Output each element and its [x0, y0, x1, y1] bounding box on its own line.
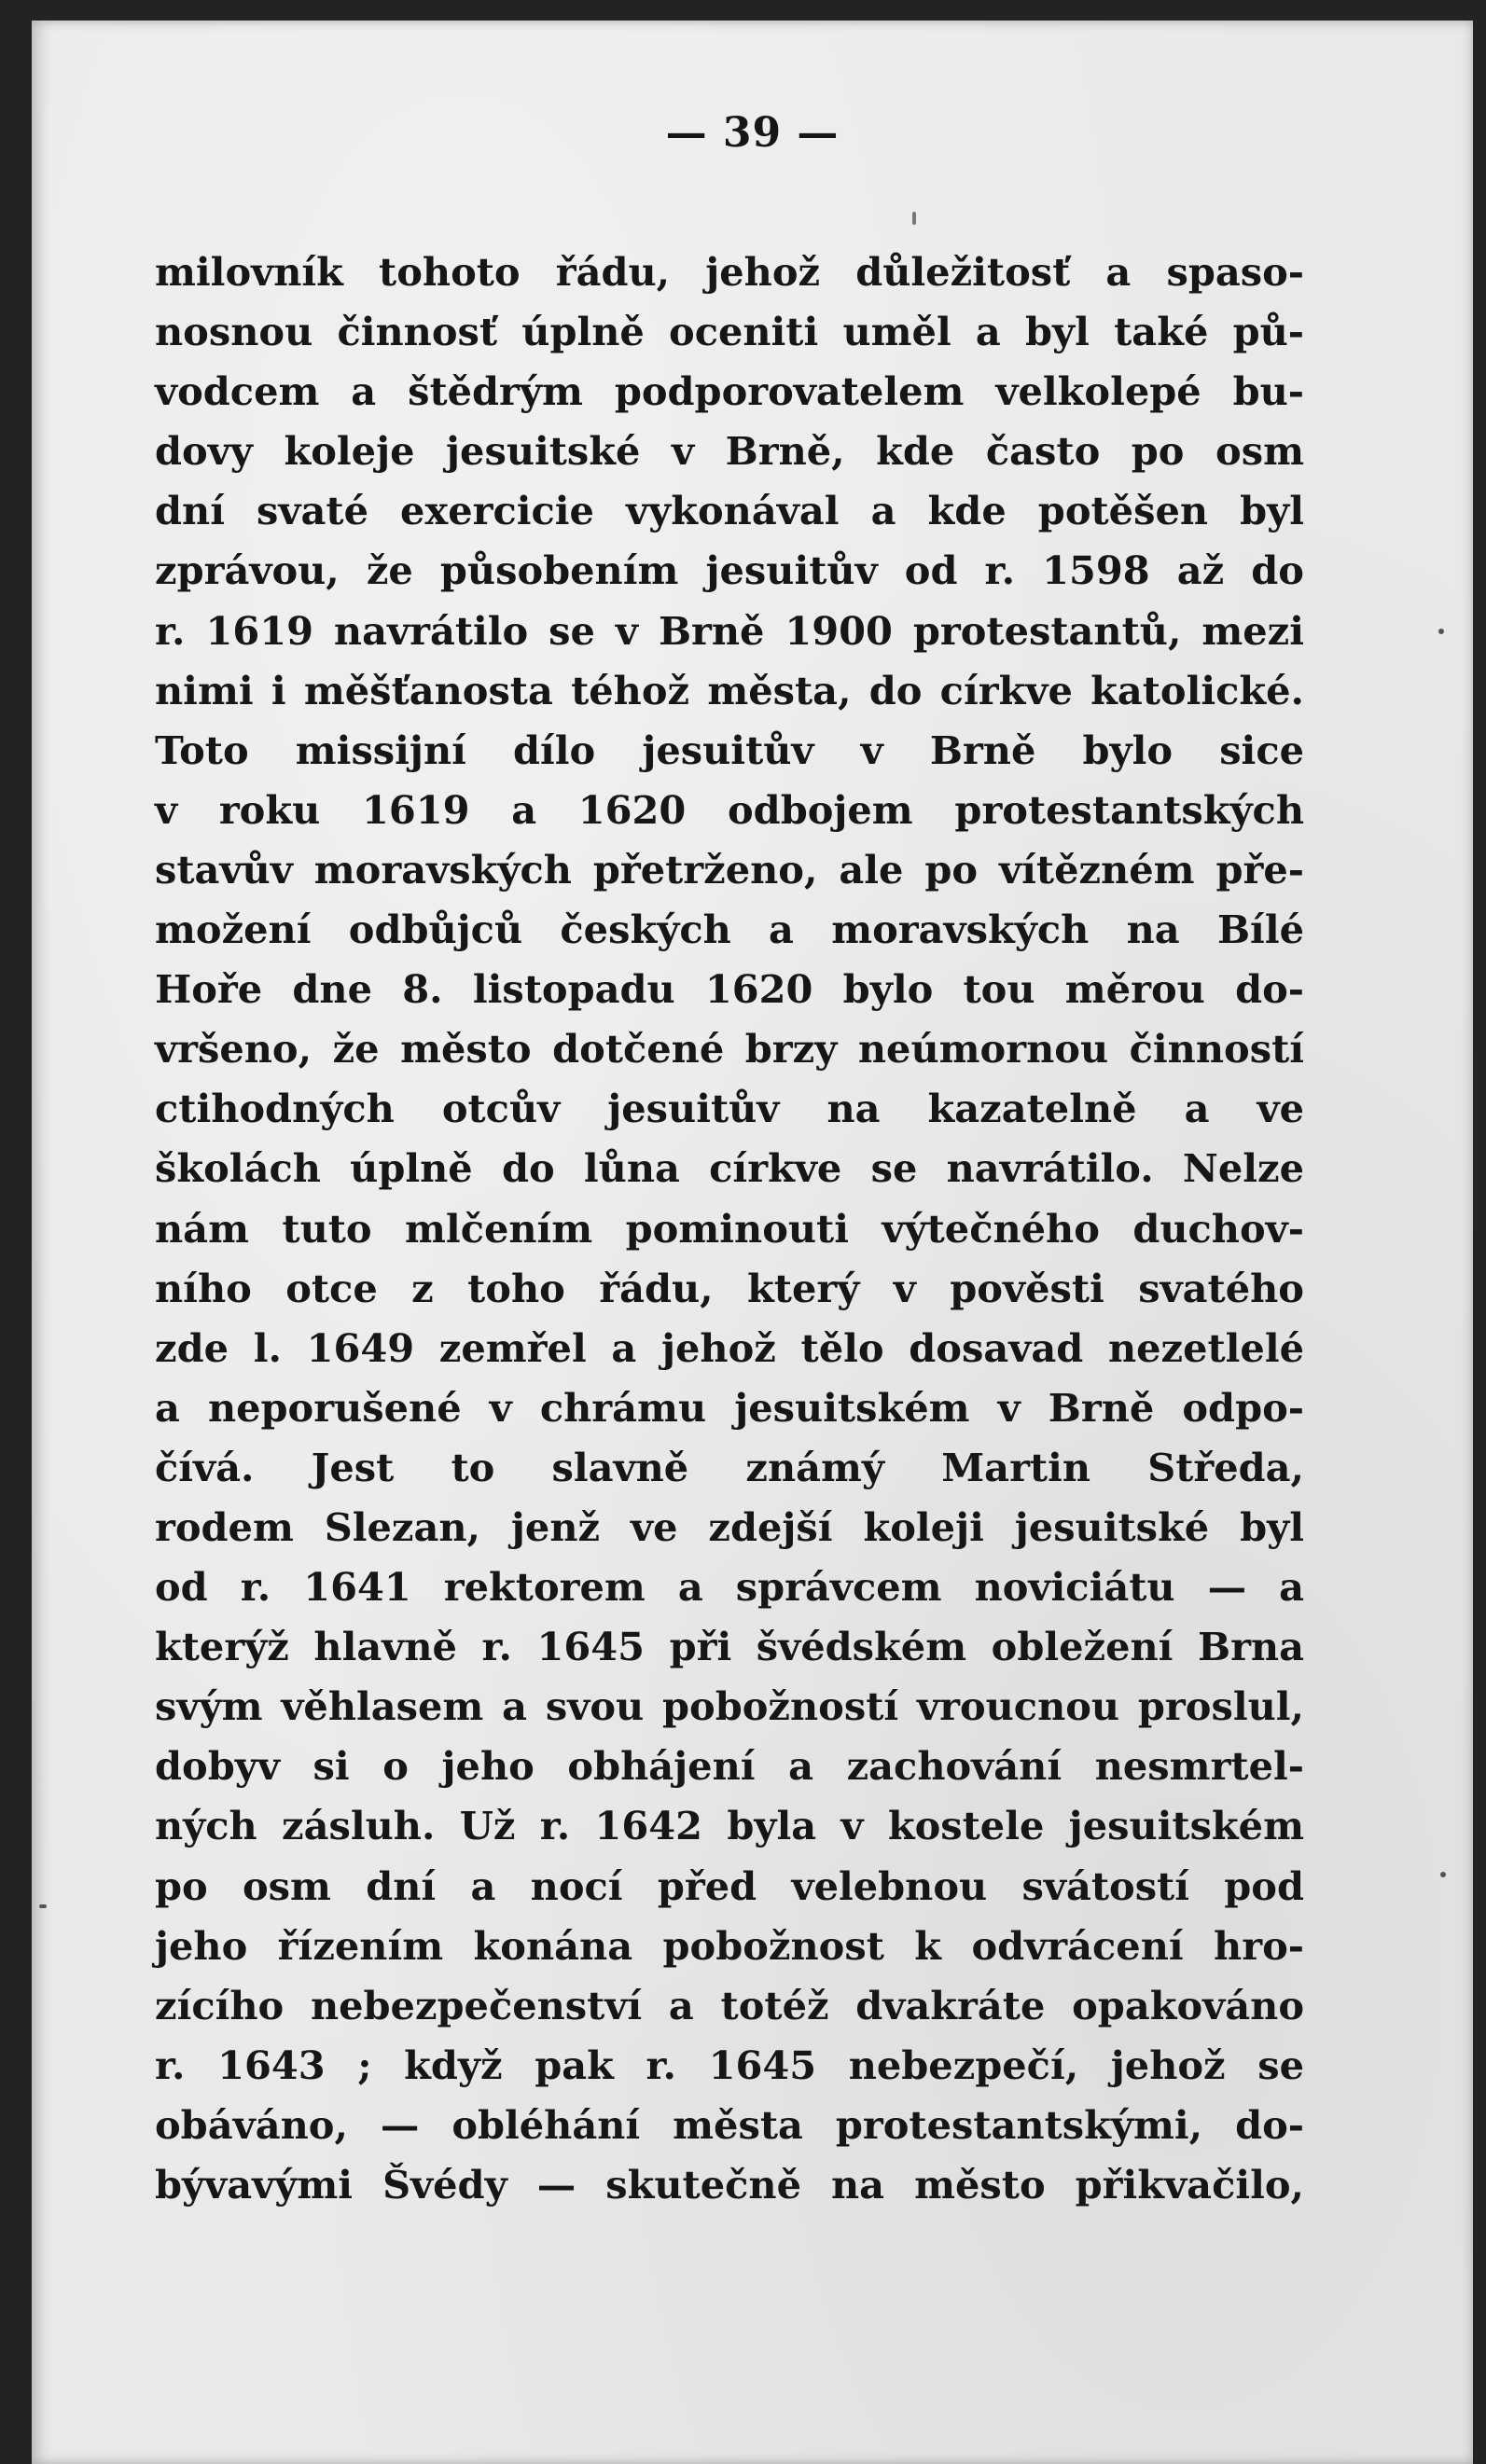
text-line: v roku 1619 a 1620 odbojem protestantských — [155, 786, 1304, 833]
text-line: ctihodných otcův jesuitův na kazatelně a ve — [155, 1086, 1304, 1132]
text-line: od r. 1641 rektorem a správcem noviciátu — a — [155, 1564, 1304, 1611]
text-line: stavův moravských přetrženo, ale po vítězném pře- — [155, 846, 1304, 893]
text-line: po osm dní a nocí před velebnou svátostí pod — [155, 1862, 1304, 1909]
text-line: Toto missijní dílo jesuitův v Brně bylo sice — [155, 727, 1304, 773]
body-text — [155, 242, 1304, 2215]
scan-speck — [912, 212, 916, 225]
text-line: r. 1643 ; když pak r. 1645 nebezpečí, jehož se — [155, 2042, 1304, 2088]
text-line: ných zásluh. Už r. 1642 byla v kostele jesuitském — [155, 1803, 1304, 1849]
text-line: obáváno, — obléhání města protestantskými, do- — [155, 2101, 1304, 2148]
scan-speck — [1438, 629, 1444, 634]
text-line: kterýž hlavně r. 1645 při švédském obležení Brna — [155, 1624, 1304, 1670]
text-line: zde l. 1649 zemřel a jehož tělo dosavad nezetlelé — [155, 1324, 1304, 1371]
page-number: — 39 — — [665, 109, 840, 157]
scan-speck — [39, 1904, 47, 1908]
text-line: r. 1619 navrátilo se v Brně 1900 protestantů, mezi — [155, 607, 1304, 654]
text-line: dobyv si o jeho obhájení a zachování nesmrtel- — [155, 1743, 1304, 1790]
book-page — [32, 21, 1473, 2464]
scan-speck — [1440, 1872, 1446, 1877]
text-line: a neporušené v chrámu jesuitském v Brně odpo- — [155, 1384, 1304, 1431]
text-line: bývavými Švédy — skutečně na město přikvačilo, — [155, 2162, 1304, 2208]
text-line: rodem Slezan, jenž ve zdejší koleji jesuitské byl — [155, 1503, 1304, 1550]
text-line: jeho řízením konána pobožnost k odvrácení hro- — [155, 1922, 1304, 1969]
text-line: nám tuto mlčením pominouti výtečného duchov- — [155, 1205, 1304, 1252]
text-line: zprávou, že působením jesuitův od r. 1598 až do — [155, 547, 1304, 594]
text-line: Hoře dne 8. listopadu 1620 bylo tou měrou do- — [155, 966, 1304, 1013]
text-line: nimi i měšťanosta téhož města, do církve katolické. — [155, 667, 1304, 713]
text-line: vodcem a štědrým podporovatelem velkolepé bu- — [155, 368, 1304, 415]
text-line: nosnou činnosť úplně oceniti uměl a byl také pů- — [155, 309, 1304, 355]
text-line: milovník tohoto řádu, jehož důležitosť a spaso- — [155, 249, 1304, 295]
text-line: dní svaté exercicie vykonával a kde potěšen byl — [155, 488, 1304, 534]
text-line: vršeno, že město dotčené brzy neúmornou činností — [155, 1026, 1304, 1073]
text-line: svým věhlasem a svou pobožností vroucnou proslul, — [155, 1683, 1304, 1730]
text-line: možení odbůjců českých a moravských na Bílé — [155, 907, 1304, 953]
text-line: čívá. Jest to slavně známý Martin Středa, — [155, 1444, 1304, 1490]
text-line: zícího nebezpečenství a totéž dvakráte opakováno — [155, 1982, 1304, 2028]
text-line: školách úplně do lůna církve se navrátilo. Nelze — [155, 1145, 1304, 1192]
text-line: dovy koleje jesuitské v Brně, kde často po osm — [155, 428, 1304, 475]
text-line: ního otce z toho řádu, který v pověsti svatého — [155, 1265, 1304, 1311]
